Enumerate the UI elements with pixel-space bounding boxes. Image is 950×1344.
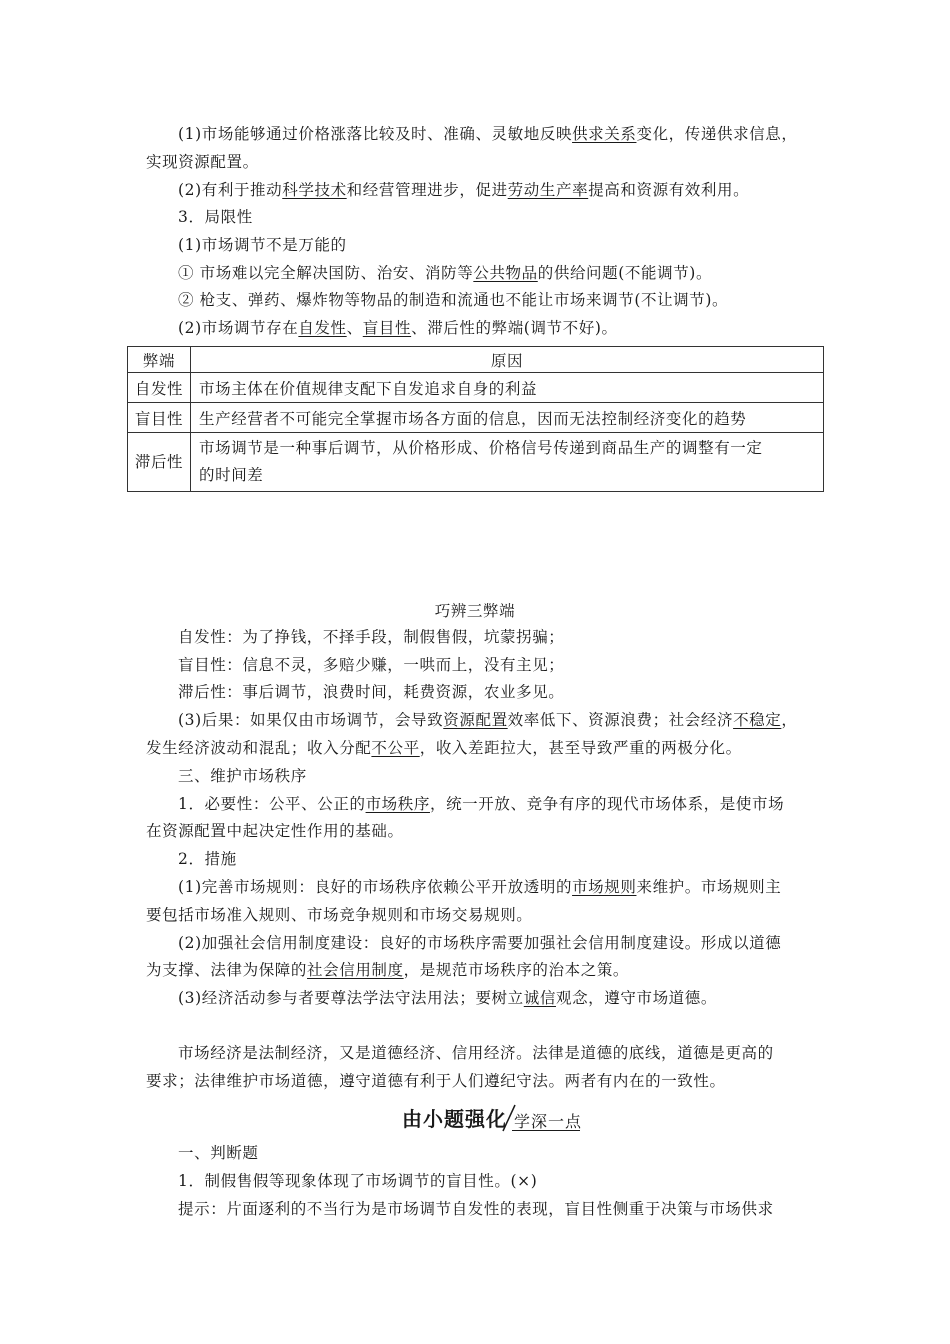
table-cell: 滞后性 <box>128 433 191 492</box>
paragraph-limit-1a: ① 市场难以完全解决国防、治安、消防等公共物品的供给问题(不能调节)。 <box>178 264 713 282</box>
tip-line: 滞后性：事后调节，浪费时间，耗费资源，农业多见。 <box>178 683 565 701</box>
table-header-row <box>128 347 824 373</box>
table-cell: 生产经营者不可能完全掌握市场各方面的信息，因而无法控制经济变化的趋势 <box>191 403 824 433</box>
keyword-underline: 市场规则 <box>572 878 637 896</box>
table-cell: 市场主体在价值规律支配下自发追求自身的利益 <box>191 373 824 403</box>
banner-subtitle: 学深一点 <box>514 1112 583 1131</box>
note-paragraph-cont: 要求；法律维护市场道德，遵守道德有利于人们遵纪守法。两者有内在的一致性。 <box>146 1072 726 1090</box>
heading-measures: 2．措施 <box>178 850 237 868</box>
table-cell: 盲目性 <box>128 403 191 433</box>
table-cell: 自发性 <box>128 373 191 403</box>
table-header-cell: 弊端 <box>128 347 191 373</box>
paragraph-measure-2: (2)加强社会信用制度建设：良好的市场秩序需要加强社会信用制度建设。形成以道德 <box>178 934 782 952</box>
keyword-underline: 科学技术 <box>282 181 347 199</box>
keyword-underline: 劳动生产率 <box>507 181 589 199</box>
keyword-underline: 市场秩序 <box>365 795 430 813</box>
paragraph-limit-1: (1)市场调节不是万能的 <box>178 236 347 254</box>
keyword-underline: 公共物品 <box>473 264 538 282</box>
keyword-underline: 供求关系 <box>572 125 637 143</box>
section-heading: 一、判断题 <box>178 1144 259 1162</box>
note-paragraph: 市场经济是法制经济，又是道德经济、信用经济。法律是道德的底线，道德是更高的 <box>178 1044 774 1062</box>
tip-line: 盲目性：信息不灵，多赔少赚，一哄而上，没有主见； <box>178 656 565 674</box>
keyword-underline: 社会信用制度 <box>307 961 404 979</box>
table-row <box>128 403 824 433</box>
table-header-cell: 原因 <box>191 347 824 373</box>
keyword-underline: 自发性 <box>298 319 347 337</box>
table-row <box>128 373 824 403</box>
table-row <box>128 433 824 492</box>
keyword-underline: 不公平 <box>371 739 420 757</box>
paragraph-advantage-1: (1)市场能够通过价格涨落比较及时、准确、灵敏地反映供求关系变化，传递供求信息， <box>178 125 798 143</box>
paragraph-necessity: 1．必要性：公平、公正的市场秩序，统一开放、竞争有序的现代市场体系，是使市场 <box>178 795 785 813</box>
section-banner <box>402 1103 582 1133</box>
paragraph-necessity-cont: 在资源配置中起决定性作用的基础。 <box>146 822 404 840</box>
tip-line: 自发性：为了挣钱，不择手段，制假售假，坑蒙拐骗； <box>178 628 565 646</box>
banner-underline <box>512 1130 580 1131</box>
paragraph-consequence-cont: 发生经济波动和混乱；收入分配不公平，收入差距拉大，甚至导致严重的两极分化。 <box>146 739 742 757</box>
question-item: 1．制假售假等现象体现了市场调节的盲目性。(×) <box>178 1172 538 1190</box>
keyword-underline: 资源配置 <box>443 711 508 729</box>
paragraph-consequence: (3)后果：如果仅由市场调节，会导致资源配置效率低下、资源浪费；社会经济不稳定， <box>178 711 798 729</box>
tip-title: 巧辨三弊端 <box>434 602 516 620</box>
paragraph-advantage-1-cont: 实现资源配置。 <box>146 153 259 171</box>
paragraph-measure-3: (3)经济活动参与者要尊法学法守法用法；要树立诚信观念，遵守市场道德。 <box>178 989 717 1007</box>
keyword-underline: 不稳定 <box>733 711 782 729</box>
heading-limitations: 3．局限性 <box>178 208 253 226</box>
keyword-underline: 诚信 <box>523 989 556 1007</box>
paragraph-advantage-2: (2)有利于推动科学技术和经营管理进步，促进劳动生产率提高和资源有效利用。 <box>178 181 750 199</box>
paragraph-measure-2-cont: 为支撑、法律为保障的社会信用制度，是规范市场秩序的治本之策。 <box>146 961 630 979</box>
section-heading: 三、维护市场秩序 <box>178 767 307 785</box>
paragraph-limit-1b: ② 枪支、弹药、爆炸物等物品的制造和流通也不能让市场来调节(不让调节)。 <box>178 291 729 309</box>
hint-text: 提示：片面逐利的不当行为是市场调节自发性的表现，盲目性侧重于决策与市场供求 <box>178 1200 774 1218</box>
keyword-underline: 盲目性 <box>362 319 412 337</box>
paragraph-limit-2: (2)市场调节存在自发性、盲目性、滞后性的弊端(调节不好)。 <box>178 319 618 337</box>
banner-title: 由小题强化 <box>402 1107 507 1131</box>
drawbacks-table <box>127 346 824 492</box>
paragraph-measure-1-cont: 要包括市场准入规则、市场竞争规则和市场交易规则。 <box>146 906 533 924</box>
table-cell: 市场调节是一种事后调节，从价格形成、价格信号传递到商品生产的调整有一定 的时间差 <box>191 433 824 492</box>
paragraph-measure-1: (1)完善市场规则：良好的市场秩序依赖公平开放透明的市场规则来维护。市场规则主 <box>178 878 782 896</box>
